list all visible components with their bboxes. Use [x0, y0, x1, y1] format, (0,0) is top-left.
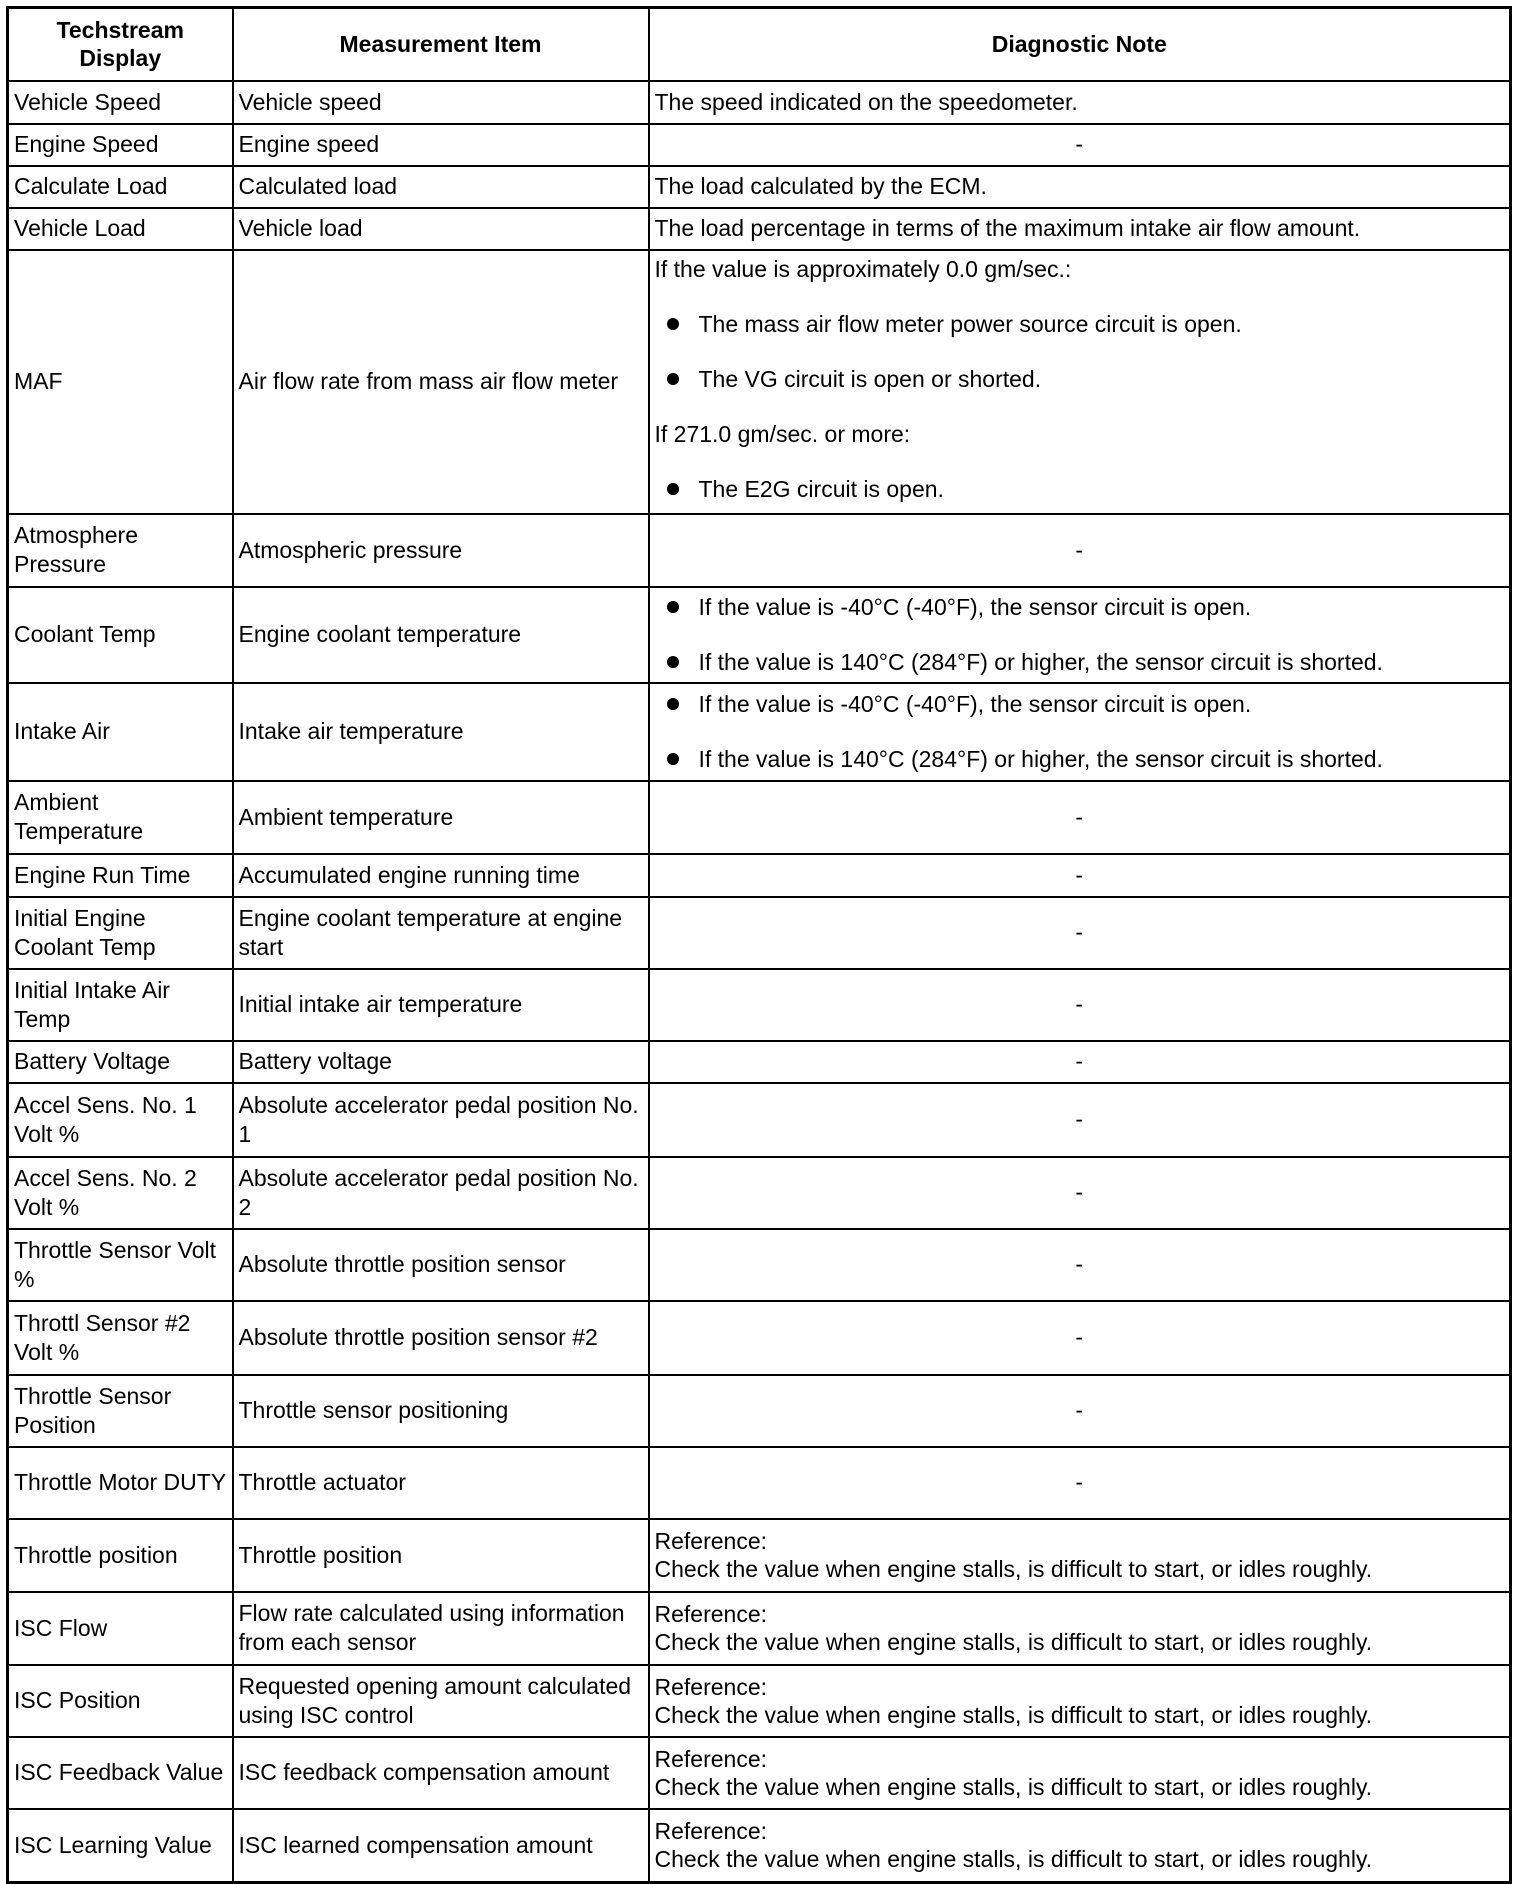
measurement-item-cell: Absolute throttle position sensor [233, 1229, 649, 1301]
techstream-display-cell: ISC Flow [8, 1592, 233, 1665]
diagnostic-note-cell: - [649, 124, 1511, 166]
diagnostic-note-cell: - [649, 514, 1511, 587]
techstream-display-cell: Ambient Temperature [8, 781, 233, 854]
note-line: If 271.0 gm/sec. or more: [654, 420, 911, 447]
table-row [8, 166, 1511, 208]
diagnostic-note-cell: - [649, 1083, 1511, 1157]
diagnostic-note-cell: - [649, 854, 1511, 897]
bullet-icon [667, 656, 679, 668]
bullet-icon [667, 483, 679, 495]
diagnostic-note-cell: - [649, 1229, 1511, 1301]
measurement-item-cell: Initial intake air temperature [233, 969, 649, 1041]
bullet-icon [667, 318, 679, 330]
techstream-display-cell: ISC Position [8, 1665, 233, 1737]
bullet-item [667, 648, 1505, 677]
measurement-item-cell: Absolute throttle position sensor #2 [233, 1301, 649, 1375]
diagnostic-note-cell [649, 683, 1511, 781]
bullet-text: The E2G circuit is open. [698, 475, 944, 502]
note-line: Check the value when engine stalls, is difficult to start, or idles roughly. [654, 1846, 1373, 1873]
measurement-item-cell: Requested opening amount calculated using ISC control [233, 1665, 649, 1737]
techstream-display-cell: Engine Speed [8, 124, 233, 166]
table-row [8, 969, 1511, 1041]
bullet-icon [667, 698, 679, 710]
note-line: Check the value when engine stalls, is difficult to start, or idles roughly. [654, 1629, 1373, 1655]
note-line: Reference: [654, 1528, 768, 1554]
note-line: If the value is approximately 0.0 gm/sec.: [654, 255, 1072, 282]
header-diagnostic-note: Diagnostic Note [649, 8, 1511, 81]
diagnostic-note-cell: The load percentage in terms of the maximum intake air flow amount. [649, 208, 1511, 250]
techstream-display-cell: Accel Sens. No. 2 Volt % [8, 1157, 233, 1229]
bullet-item [667, 365, 1505, 394]
table-row [8, 897, 1511, 969]
data-list-table [6, 6, 1512, 1884]
note-line: Check the value when engine stalls, is difficult to start, or idles roughly. [654, 1556, 1373, 1582]
bullet-text: If the value is 140°C (284°F) or higher, the sensor circuit is shorted. [698, 745, 1383, 772]
measurement-item-cell: Absolute accelerator pedal position No. 1 [233, 1083, 649, 1157]
bullet-item [667, 593, 1505, 622]
measurement-item-cell: Intake air temperature [233, 683, 649, 781]
measurement-item-cell: Air flow rate from mass air flow meter [233, 250, 649, 514]
table-row [8, 1809, 1511, 1883]
techstream-display-cell: Battery Voltage [8, 1041, 233, 1083]
table-row [8, 124, 1511, 166]
diagnostic-note-cell: The load calculated by the ECM. [649, 166, 1511, 208]
techstream-display-cell: Calculate Load [8, 166, 233, 208]
table-row [8, 854, 1511, 897]
bullet-text: If the value is 140°C (284°F) or higher, the sensor circuit is shorted. [698, 648, 1383, 675]
table-row [8, 1157, 1511, 1229]
table-row [8, 514, 1511, 587]
bullet-text: If the value is -40°C (-40°F), the sensor circuit is open. [698, 690, 1252, 717]
note-line: Reference: [654, 1818, 768, 1845]
diagnostic-note-cell: - [649, 1157, 1511, 1229]
measurement-item-cell: Throttle sensor positioning [233, 1375, 649, 1447]
measurement-item-cell: Engine speed [233, 124, 649, 166]
bullet-item [667, 475, 1505, 504]
diagnostic-note-cell [649, 1592, 1511, 1665]
table-row [8, 1041, 1511, 1083]
table-row [8, 1447, 1511, 1519]
table-row [8, 587, 1511, 683]
measurement-item-cell: Throttle position [233, 1519, 649, 1592]
measurement-item-cell: Accumulated engine running time [233, 854, 649, 897]
diagnostic-note-cell [649, 1809, 1511, 1883]
measurement-item-cell: Atmospheric pressure [233, 514, 649, 587]
diagnostic-note-cell [649, 250, 1511, 514]
measurement-item-cell: Vehicle load [233, 208, 649, 250]
table-row [8, 1301, 1511, 1375]
techstream-display-cell: Atmosphere Pressure [8, 514, 233, 587]
diagnostic-note-cell: - [649, 1301, 1511, 1375]
measurement-item-cell: Engine coolant temperature at engine start [233, 897, 649, 969]
table-row [8, 1519, 1511, 1592]
table-row [8, 1592, 1511, 1665]
note-line: Reference: [654, 1745, 768, 1772]
diagnostic-note-cell: - [649, 969, 1511, 1041]
table-row [8, 81, 1511, 124]
diagnostic-note-cell [649, 1737, 1511, 1809]
table-row [8, 1229, 1511, 1301]
diagnostic-note-cell: - [649, 1375, 1511, 1447]
techstream-display-cell: MAF [8, 250, 233, 514]
techstream-display-cell: Throttl Sensor #2 Volt % [8, 1301, 233, 1375]
measurement-item-cell: Ambient temperature [233, 781, 649, 854]
bullet-text: If the value is -40°C (-40°F), the sensor circuit is open. [698, 593, 1252, 620]
bullet-icon [667, 753, 679, 765]
techstream-display-cell: ISC Feedback Value [8, 1737, 233, 1809]
diagnostic-note-cell: - [649, 897, 1511, 969]
measurement-item-cell: Throttle actuator [233, 1447, 649, 1519]
note-line: Check the value when engine stalls, is difficult to start, or idles roughly. [654, 1773, 1373, 1800]
techstream-display-cell: Intake Air [8, 683, 233, 781]
table-row [8, 1083, 1511, 1157]
diagnostic-note-cell [649, 1665, 1511, 1737]
note-line: Check the value when engine stalls, is difficult to start, or idles roughly. [654, 1701, 1373, 1728]
table-row [8, 1665, 1511, 1737]
header-measurement-item: Measurement Item [233, 8, 649, 81]
measurement-item-cell: Engine coolant temperature [233, 587, 649, 683]
bullet-item [667, 310, 1505, 339]
bullet-text: The mass air flow meter power source circuit is open. [698, 310, 1242, 337]
techstream-display-cell: Throttle position [8, 1519, 233, 1592]
techstream-display-cell: Coolant Temp [8, 587, 233, 683]
measurement-item-cell: ISC feedback compensation amount [233, 1737, 649, 1809]
techstream-display-cell: Throttle Sensor Position [8, 1375, 233, 1447]
bullet-icon [667, 373, 679, 385]
techstream-display-cell: Engine Run Time [8, 854, 233, 897]
diagnostic-note-cell: - [649, 781, 1511, 854]
measurement-item-cell: Battery voltage [233, 1041, 649, 1083]
bullet-item [667, 690, 1505, 719]
diagnostic-note-cell: - [649, 1041, 1511, 1083]
diagnostic-note-cell [649, 1519, 1511, 1592]
measurement-item-cell: Absolute accelerator pedal position No. 2 [233, 1157, 649, 1229]
diagnostic-note-cell: The speed indicated on the speedometer. [649, 81, 1511, 124]
table-row [8, 1737, 1511, 1809]
measurement-item-cell: ISC learned compensation amount [233, 1809, 649, 1883]
table-row [8, 1375, 1511, 1447]
techstream-display-cell: Accel Sens. No. 1 Volt % [8, 1083, 233, 1157]
table-row [8, 208, 1511, 250]
techstream-display-cell: Throttle Sensor Volt % [8, 1229, 233, 1301]
diagnostic-note-cell: - [649, 1447, 1511, 1519]
techstream-display-cell: ISC Learning Value [8, 1809, 233, 1883]
header-techstream-display: Techstream Display [8, 8, 233, 81]
diagnostic-note-cell [649, 587, 1511, 683]
techstream-display-cell: Vehicle Load [8, 208, 233, 250]
bullet-text: The VG circuit is open or shorted. [698, 365, 1042, 392]
bullet-icon [667, 601, 679, 613]
techstream-display-cell: Initial Intake Air Temp [8, 969, 233, 1041]
table-row [8, 250, 1511, 514]
measurement-item-cell: Flow rate calculated using information from each sensor [233, 1592, 649, 1665]
measurement-item-cell: Vehicle speed [233, 81, 649, 124]
measurement-item-cell: Calculated load [233, 166, 649, 208]
note-line: Reference: [654, 1601, 768, 1627]
techstream-display-cell: Initial Engine Coolant Temp [8, 897, 233, 969]
table-row [8, 781, 1511, 854]
bullet-item [667, 745, 1505, 774]
table-row [8, 683, 1511, 781]
note-line: Reference: [654, 1673, 768, 1700]
techstream-display-cell: Throttle Motor DUTY [8, 1447, 233, 1519]
techstream-display-cell: Vehicle Speed [8, 81, 233, 124]
table-header-row [8, 8, 1511, 81]
